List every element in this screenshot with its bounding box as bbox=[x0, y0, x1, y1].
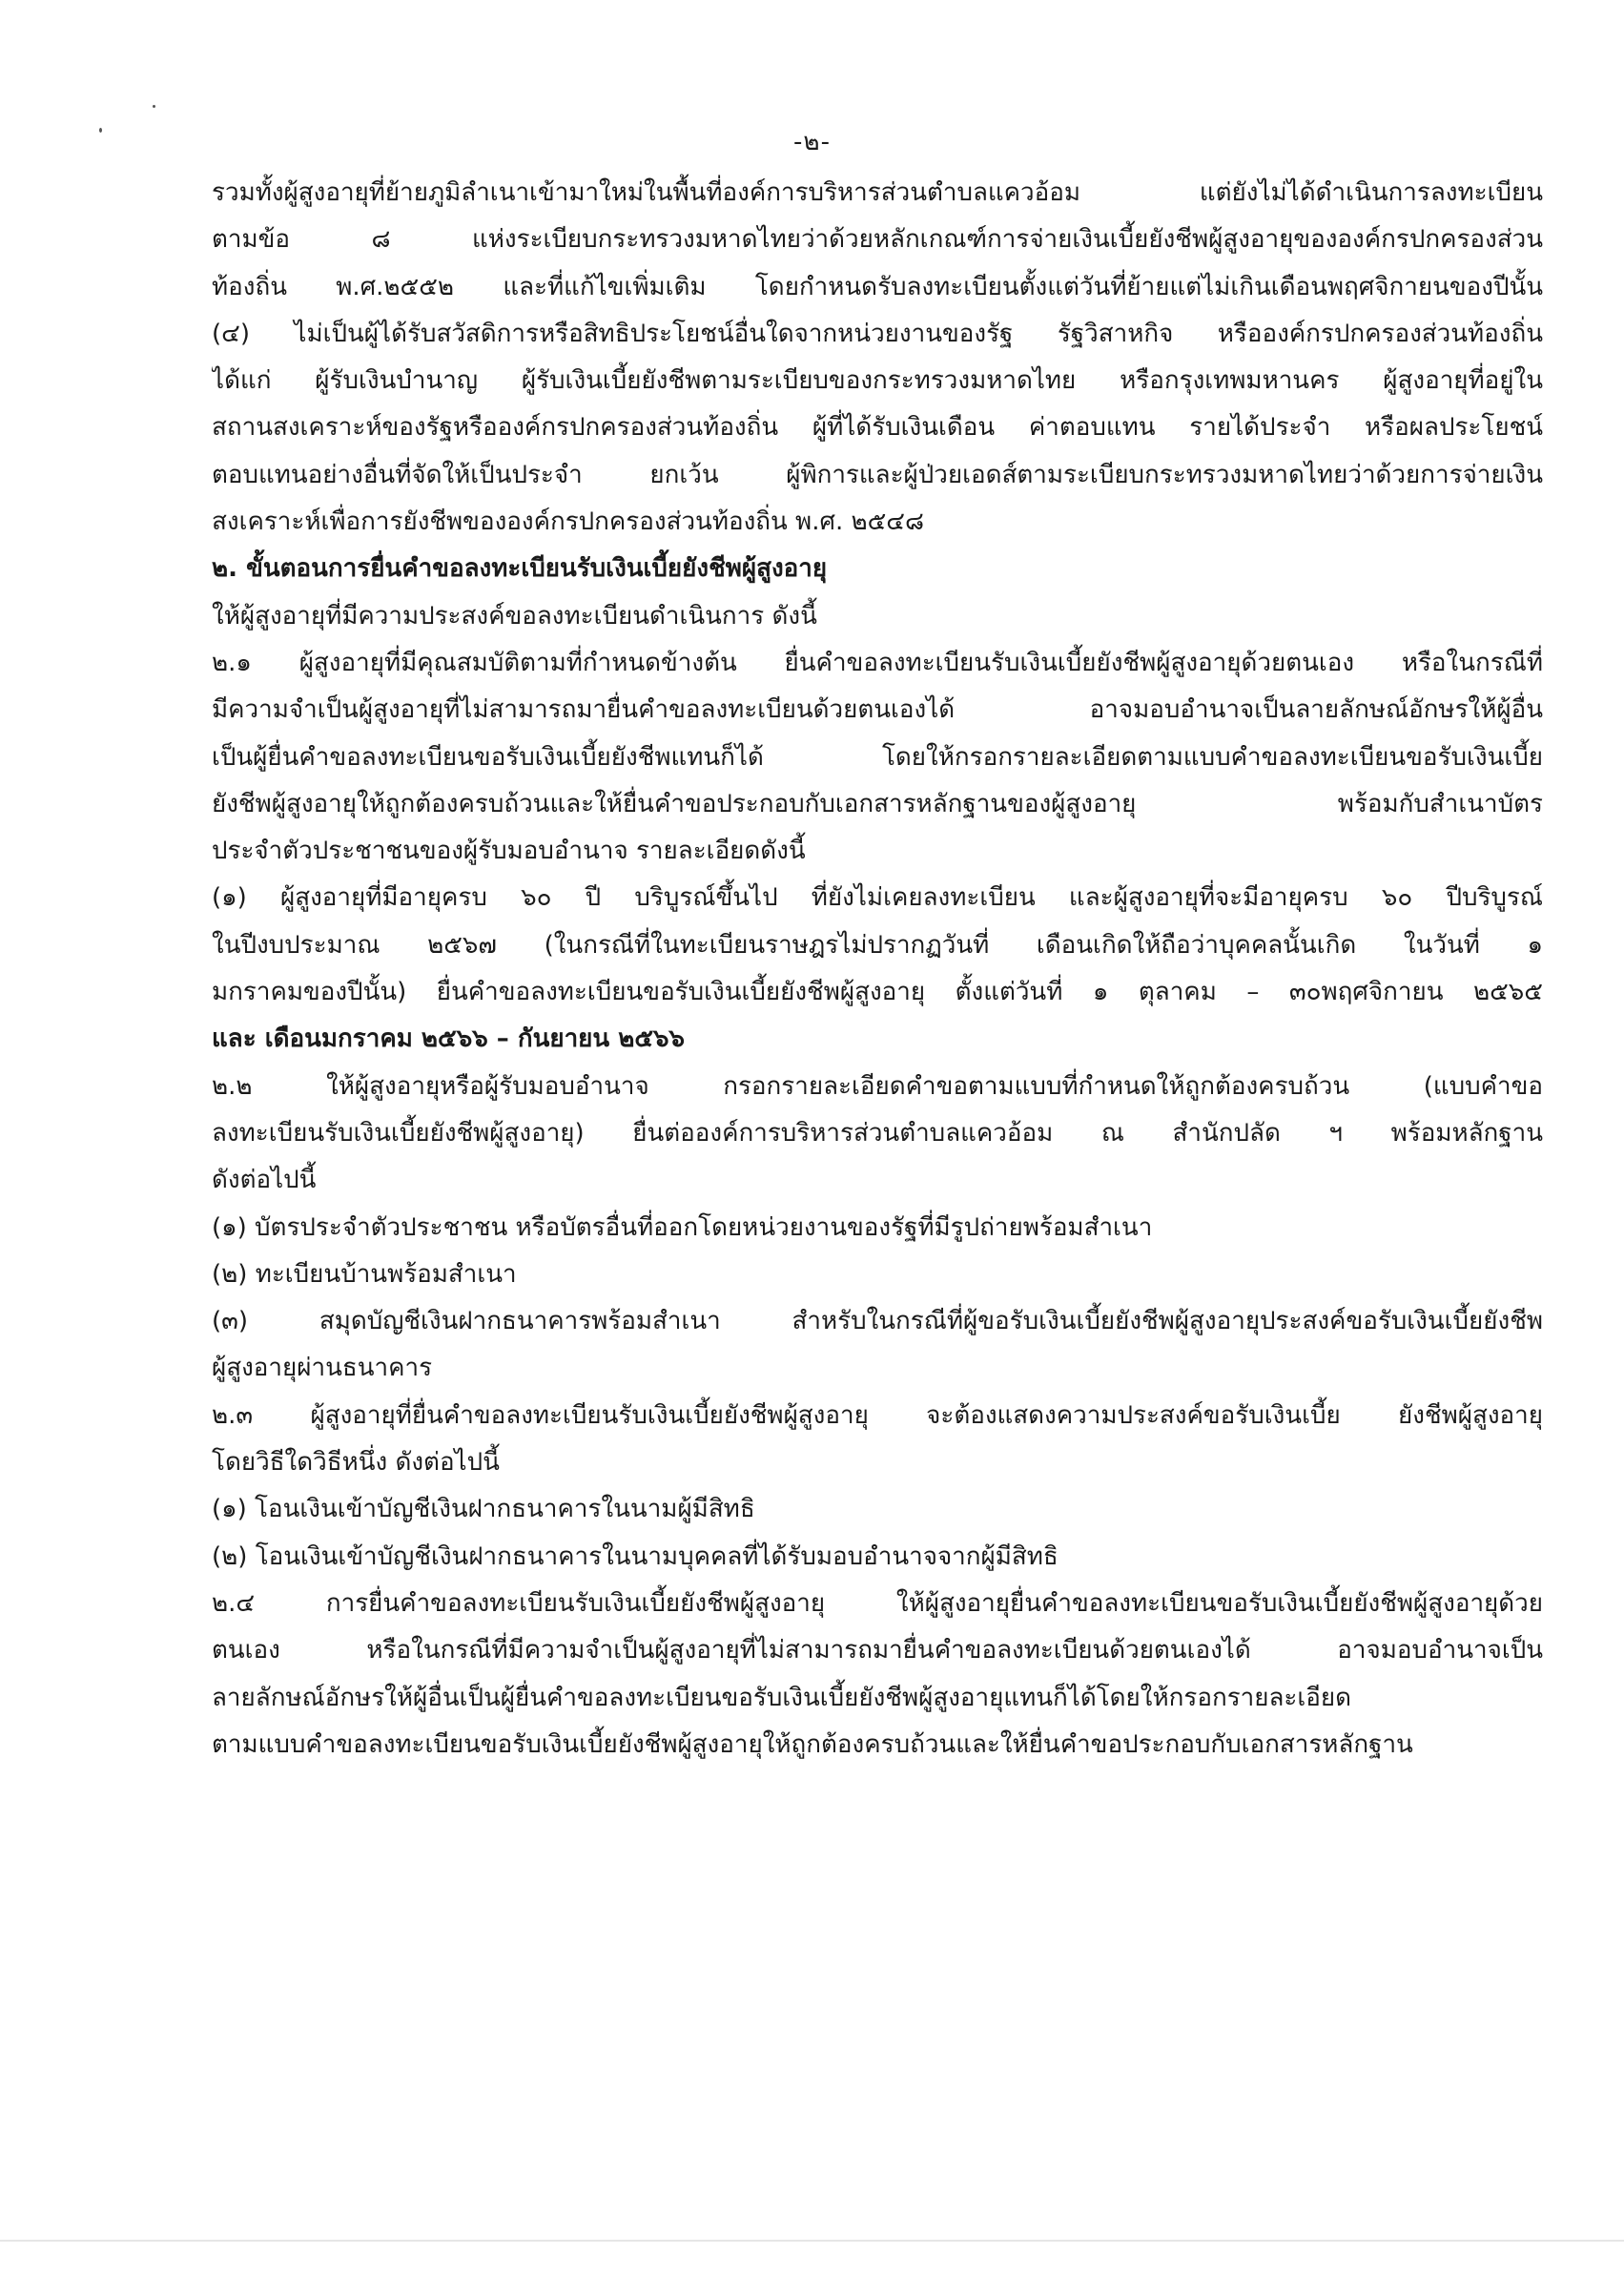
text-line: ดังต่อไปนี้ bbox=[212, 1166, 317, 1195]
text-line: ประจำตัวประชาชนของผู้รับมอบอำนาจ รายละเอียดดังนี้ bbox=[212, 837, 806, 866]
text-line: ยังชีพผู้สูงอายุให้ถูกต้องครบถ้วนและให้ยื่นคำขอประกอบกับเอกสารหลักฐานของผู้สูงอายุ พร้อมกับสำเนาบัตร bbox=[212, 789, 1543, 818]
text-line: (๑) ผู้สูงอายุที่มีอายุครบ ๖๐ ปี บริบูรณ์ขึ้นไป ที่ยังไม่เคยลงทะเบียน และผู้สูงอายุที่จะมีอายุครบ ๖๐ ปีบริบูรณ์ bbox=[212, 883, 1543, 913]
text-line: รวมทั้งผู้สูงอายุที่ย้ายภูมิลำเนาเข้ามาใหม่ในพื้นที่องค์การบริหารส่วนตำบลแควอ้อม แต่ยังไม่ได้ดำเนินการลงทะเบียน bbox=[212, 178, 1543, 207]
text-line: ในปีงบประมาณ ๒๕๖๗ (ในกรณีที่ในทะเบียนราษฎรไม่ปรากฏวันที่ เดือนเกิดให้ถือว่าบุคคลนั้นเกิด ในวันที่ ๑ bbox=[212, 930, 1543, 960]
page-number: -๒- bbox=[793, 128, 831, 156]
text-line: เป็นผู้ยื่นคำขอลงทะเบียนขอรับเงินเบี้ยยังชีพแทนก็ได้ โดยให้กรอกรายละเอียดตามแบบคำขอลงทะเบียนขอรับเงินเบี้ย bbox=[212, 742, 1543, 772]
text-line: ให้ผู้สูงอายุที่มีความประสงค์ขอลงทะเบียนดำเนินการ ดังนี้ bbox=[212, 601, 817, 631]
section-heading-line: ๒. ขั้นตอนการยื่นคำขอลงทะเบียนรับเงินเบี้ยยังชีพผู้สูงอายุ bbox=[212, 554, 828, 584]
text-line: (๒) โอนเงินเข้าบัญชีเงินฝากธนาคารในนามบุคคลที่ได้รับมอบอำนาจจากผู้มีสิทธิ bbox=[212, 1541, 1059, 1571]
section-heading-line: และ เดือนมกราคม ๒๕๖๖ – กันยายน ๒๕๖๖ bbox=[212, 1024, 686, 1054]
text-line: โดยวิธีใดวิธีหนึ่ง ดังต่อไปนี้ bbox=[212, 1448, 500, 1478]
text-line: ได้แก่ ผู้รับเงินบำนาญ ผู้รับเงินเบี้ยยังชีพตามระเบียบของกระทรวงมหาดไทย หรือกรุงเทพมหานคร ผู้สูงอายุที่อยู่ใน bbox=[212, 366, 1543, 396]
text-line: ตอบแทนอย่างอื่นที่จัดให้เป็นประจำ ยกเว้น ผู้พิการและผู้ป่วยเอดส์ตามระเบียบกระทรวงมหาดไทยว่าด้วยการจ่ายเงิน bbox=[212, 460, 1543, 489]
text-line: มีความจำเป็นผู้สูงอายุที่ไม่สามารถมายื่นคำขอลงทะเบียนด้วยตนเองได้ อาจมอบอำนาจเป็นลายลักษณ์อักษรให้ผู้อื่น bbox=[212, 695, 1543, 725]
text-line: ตามแบบคำขอลงทะเบียนขอรับเงินเบี้ยยังชีพผู้สูงอายุให้ถูกต้องครบถ้วนและให้ยื่นคำขอประกอบกับเอกสารหลักฐาน bbox=[212, 1729, 1413, 1759]
text-line: (๑) บัตรประจำตัวประชาชน หรือบัตรอื่นที่ออกโดยหน่วยงานของรัฐที่มีรูปถ่ายพร้อมสำเนา bbox=[212, 1212, 1153, 1242]
text-line: ท้องถิ่น พ.ศ.๒๕๕๒ และที่แก้ไขเพิ่มเติม โดยกำหนดรับลงทะเบียนตั้งแต่วันที่ย้ายแต่ไม่เกินเดือนพฤศจิกายนของปีนั้น bbox=[212, 272, 1543, 301]
text-line: สถานสงเคราะห์ของรัฐหรือองค์กรปกครองส่วนท้องถิ่น ผู้ที่ได้รับเงินเดือน ค่าตอบแทน รายได้ประจำ หรือผลประโยชน์ bbox=[212, 413, 1543, 443]
text-line: มกราคมของปีนั้น) ยื่นคำขอลงทะเบียนขอรับเงินเบี้ยยังชีพผู้สูงอายุ ตั้งแต่วันที่ ๑ ตุลาคม – ๓๐พฤศจิกายน ๒๕๖๕ bbox=[212, 978, 1543, 1007]
text-line: (๔) ไม่เป็นผู้ได้รับสวัสดิการหรือสิทธิประโยชน์อื่นใดจากหน่วยงานของรัฐ รัฐวิสาหกิจ หรือองค์กรปกครองส่วนท้องถิ่น bbox=[212, 319, 1543, 348]
text-line: ๒.๔ การยื่นคำขอลงทะเบียนรับเงินเบี้ยยังชีพผู้สูงอายุ ให้ผู้สูงอายุยื่นคำขอลงทะเบียนขอรับเงินเบี้ยยังชีพผู้สูงอายุด้วย bbox=[212, 1588, 1543, 1618]
scan-speck bbox=[153, 105, 155, 108]
text-line: ลงทะเบียนรับเงินเบี้ยยังชีพผู้สูงอายุ) ยื่นต่อองค์การบริหารส่วนตำบลแควอ้อม ณ สำนักปลัด ฯ พร้อมหลักฐาน bbox=[212, 1118, 1543, 1148]
text-line: ลายลักษณ์อักษรให้ผู้อื่นเป็นผู้ยื่นคำขอลงทะเบียนขอรับเงินเบี้ยยังชีพผู้สูงอายุแทนก็ได้โดยให้กรอกรายละเอียด bbox=[212, 1683, 1352, 1712]
text-line: ๒.๒ ให้ผู้สูงอายุหรือผู้รับมอบอำนาจ กรอกรายละเอียดคำขอตามแบบที่กำหนดให้ถูกต้องครบถ้วน (แบบคำขอ bbox=[212, 1071, 1543, 1101]
text-line: (๓) สมุดบัญชีเงินฝากธนาคารพร้อมสำเนา สำหรับในกรณีที่ผู้ขอรับเงินเบี้ยยังชีพผู้สูงอายุประสงค์ขอรับเงินเบี้ยยังชีพ bbox=[212, 1307, 1543, 1336]
text-line: (๒) ทะเบียนบ้านพร้อมสำเนา bbox=[212, 1259, 517, 1289]
text-line: ตามข้อ ๘ แห่งระเบียบกระทรวงมหาดไทยว่าด้วยหลักเกณฑ์การจ่ายเงินเบี้ยยังชีพผู้สูงอายุขององค์กรปกครองส่วน bbox=[212, 225, 1543, 255]
page-bottom-rule bbox=[0, 2240, 1624, 2242]
text-line: ตนเอง หรือในกรณีที่มีความจำเป็นผู้สูงอายุที่ไม่สามารถมายื่นคำขอลงทะเบียนด้วยตนเองได้ อาจมอบอำนาจเป็น bbox=[212, 1636, 1543, 1665]
text-line: ๒.๓ ผู้สูงอายุที่ยื่นคำขอลงทะเบียนรับเงินเบี้ยยังชีพผู้สูงอายุ จะต้องแสดงความประสงค์ขอรับเงินเบี้ย ยังชีพผู้สูงอายุ bbox=[212, 1400, 1543, 1430]
document-body bbox=[212, 170, 1543, 1769]
text-line: สงเคราะห์เพื่อการยังชีพขององค์กรปกครองส่วนท้องถิ่น พ.ศ. ๒๕๔๘ bbox=[212, 507, 925, 537]
text-line: ๒.๑ ผู้สูงอายุที่มีคุณสมบัติตามที่กำหนดข้างต้น ยื่นคำขอลงทะเบียนรับเงินเบี้ยยังชีพผู้สูงอายุด้วยตนเอง หรือในกรณีที่ bbox=[212, 648, 1543, 677]
text-line: (๑) โอนเงินเข้าบัญชีเงินฝากธนาคารในนามผู้มีสิทธิ bbox=[212, 1495, 755, 1524]
text-line: ผู้สูงอายุผ่านธนาคาร bbox=[212, 1354, 433, 1383]
